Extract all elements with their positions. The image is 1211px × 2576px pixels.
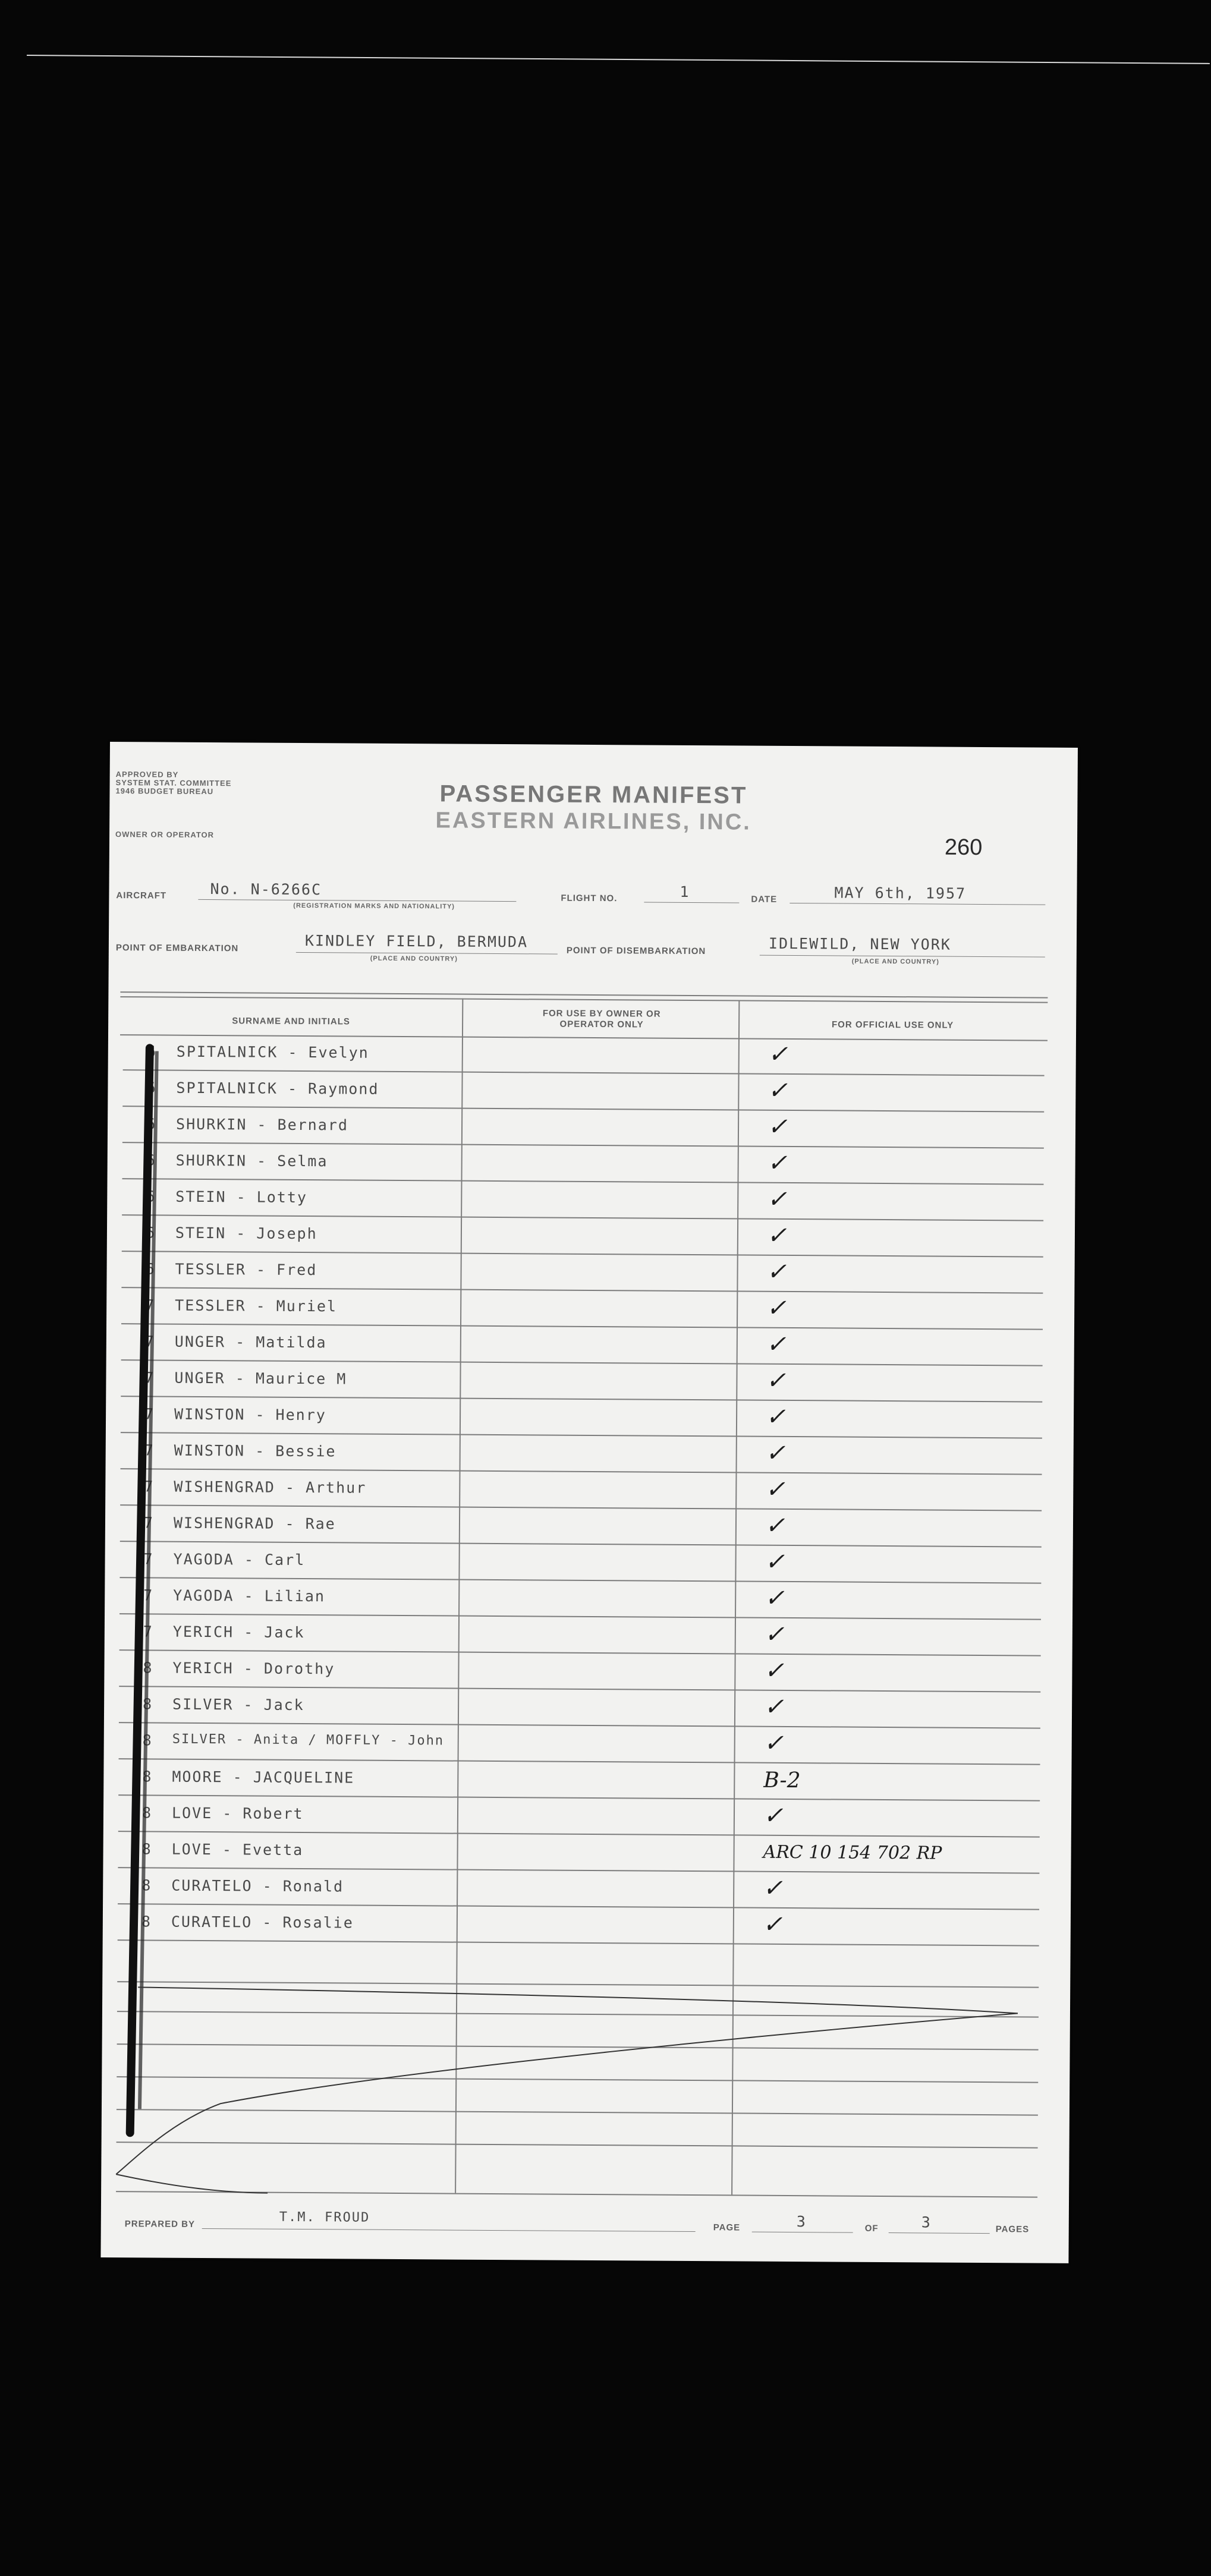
official-mark: ✓: [767, 1113, 788, 1141]
official-mark: ✓: [766, 1221, 787, 1249]
passenger-name: WISHENGRAD - Rae: [173, 1514, 336, 1533]
passenger-name: SPITALNICK - Raymond: [176, 1079, 379, 1098]
passenger-name: LOVE - Robert: [171, 1804, 304, 1823]
passenger-name: SHURKIN - Bernard: [175, 1115, 349, 1134]
official-mark: ✓: [763, 1802, 784, 1829]
col-surname-header: SURNAME AND INITIALS: [232, 1016, 350, 1027]
row-number: 7: [143, 1623, 153, 1640]
airline-name: EASTERN AIRLINES, INC.: [435, 808, 751, 835]
embarkation-sublabel: (PLACE AND COUNTRY): [370, 955, 458, 963]
row-number: 8: [141, 1876, 151, 1894]
passenger-name: WINSTON - Henry: [174, 1405, 326, 1424]
row-number: 7: [145, 1296, 155, 1314]
row-number: 7: [144, 1333, 154, 1350]
of-label: OF: [864, 2223, 879, 2234]
flight-value: 1: [680, 883, 690, 900]
row-number: 6: [145, 1260, 155, 1278]
official-mark: ✓: [767, 1185, 787, 1213]
passenger-name: SILVER - Anita / MOFFLY - John: [172, 1731, 445, 1749]
disembarkation-label: POINT OF DISEMBARKATION: [566, 945, 706, 957]
page-label: PAGE: [713, 2222, 741, 2233]
row-number: 8: [143, 1659, 152, 1677]
col-official-header: FOR OFFICIAL USE ONLY: [831, 1019, 954, 1031]
passenger-name: SHURKIN - Selma: [175, 1151, 328, 1170]
official-mark: ✓: [763, 1874, 783, 1902]
disembarkation-sublabel: (PLACE AND COUNTRY): [851, 958, 939, 966]
official-mark: ✓: [768, 1076, 788, 1104]
approval-line-1: APPROVED BY: [115, 770, 179, 779]
official-mark: ✓: [765, 1403, 786, 1431]
page-stamp: 260: [944, 834, 983, 860]
embarkation-label: POINT OF EMBARKATION: [115, 943, 239, 954]
passenger-name: MOORE - JACQUELINE: [172, 1768, 355, 1787]
passenger-name: TESSLER - Fred: [175, 1260, 317, 1279]
page-title: PASSENGER MANIFEST: [439, 780, 748, 809]
official-mark: ✓: [766, 1366, 787, 1394]
official-mark: ✓: [764, 1657, 785, 1684]
of-value: 3: [921, 2213, 932, 2231]
official-mark: ✓: [765, 1548, 785, 1576]
passenger-name: LOVE - Evetta: [171, 1840, 304, 1859]
passenger-name: YAGODA - Carl: [173, 1550, 306, 1569]
row-number: 6: [146, 1079, 156, 1097]
passenger-name: YERICH - Dorothy: [172, 1659, 335, 1678]
passenger-name: CURATELO - Rosalie: [171, 1913, 354, 1932]
official-mark: ✓: [766, 1330, 787, 1358]
row-number: 8: [143, 1695, 152, 1713]
passenger-name: UNGER - Matilda: [174, 1333, 327, 1352]
official-mark: ARC 10 154 702 RP: [763, 1841, 942, 1864]
official-mark: ✓: [766, 1258, 787, 1286]
passenger-name: SPITALNICK - Evelyn: [176, 1043, 369, 1062]
passenger-name: YERICH - Jack: [172, 1623, 305, 1642]
date-value: MAY 6th, 1957: [834, 884, 967, 902]
official-mark: ✓: [765, 1584, 785, 1612]
row-number: 7: [143, 1514, 153, 1532]
official-mark: ✓: [765, 1475, 785, 1503]
scan-edge-line: [27, 55, 1210, 64]
row-number: 6: [146, 1115, 156, 1133]
official-mark: ✓: [765, 1439, 786, 1467]
official-mark: B-2: [763, 1768, 801, 1793]
official-mark: ✓: [763, 1729, 784, 1757]
embarkation-value: KINDLEY FIELD, BERMUDA: [304, 932, 529, 951]
page-value: 3: [796, 2213, 807, 2231]
passenger-name: STEIN - Lotty: [175, 1188, 308, 1207]
row-number: 7: [144, 1478, 153, 1495]
row-number: 6: [146, 1188, 155, 1205]
official-mark: ✓: [763, 1693, 784, 1721]
passenger-name: STEIN - Joseph: [175, 1224, 317, 1243]
official-mark: ✓: [766, 1294, 787, 1322]
passenger-name: YAGODA - Lilian: [173, 1586, 326, 1605]
official-mark: ✓: [762, 1910, 783, 1938]
row-number: 6: [145, 1224, 155, 1242]
passenger-name: CURATELO - Ronald: [171, 1876, 344, 1895]
passenger-name: WISHENGRAD - Arthur: [174, 1478, 367, 1497]
row-number: 7: [144, 1405, 154, 1423]
col-owner-header: FOR USE BY OWNER OR OPERATOR ONLY: [542, 1008, 661, 1030]
prepared-by-label: PREPARED BY: [124, 2219, 196, 2229]
official-mark: ✓: [765, 1511, 785, 1539]
disembarkation-value: IDLEWILD, NEW YORK: [768, 934, 951, 953]
row-number: 6: [146, 1151, 155, 1169]
row-number: 7: [144, 1369, 154, 1387]
pages-label: PAGES: [995, 2224, 1030, 2235]
row-number: 8: [141, 1840, 151, 1858]
aircraft-sublabel: (REGISTRATION MARKS AND NATIONALITY): [293, 902, 455, 911]
manifest-page: [100, 742, 1078, 2263]
official-mark: ✓: [764, 1620, 785, 1648]
void-strike-marks: [100, 742, 1078, 2263]
row-number: 8: [142, 1731, 152, 1749]
approval-line-2: SYSTEM STAT. COMMITTEE: [115, 778, 232, 788]
passenger-name: TESSLER - Muriel: [175, 1296, 338, 1315]
row-number: 8: [141, 1804, 152, 1822]
date-label: DATE: [751, 894, 778, 905]
passenger-name: UNGER - Maurice M: [174, 1369, 347, 1388]
row-number: 7: [143, 1586, 153, 1604]
row-number: 7: [144, 1441, 153, 1459]
official-mark: ✓: [768, 1040, 788, 1068]
row-number: 6: [146, 1043, 156, 1060]
passenger-name: SILVER - Jack: [172, 1695, 304, 1714]
row-number: 8: [142, 1768, 152, 1785]
flight-label: FLIGHT NO.: [561, 893, 618, 904]
owner-label: OWNER OR OPERATOR: [115, 830, 215, 840]
official-mark: ✓: [767, 1149, 788, 1177]
approval-line-3: 1946 BUDGET BUREAU: [115, 786, 214, 796]
row-number: 7: [143, 1550, 153, 1568]
aircraft-value: No. N-6266C: [210, 880, 322, 899]
passenger-name: WINSTON - Bessie: [174, 1441, 336, 1460]
aircraft-label: AIRCRAFT: [116, 890, 167, 901]
row-number: 8: [141, 1913, 151, 1931]
prepared-by-value: T.M. FROUD: [279, 2209, 370, 2225]
